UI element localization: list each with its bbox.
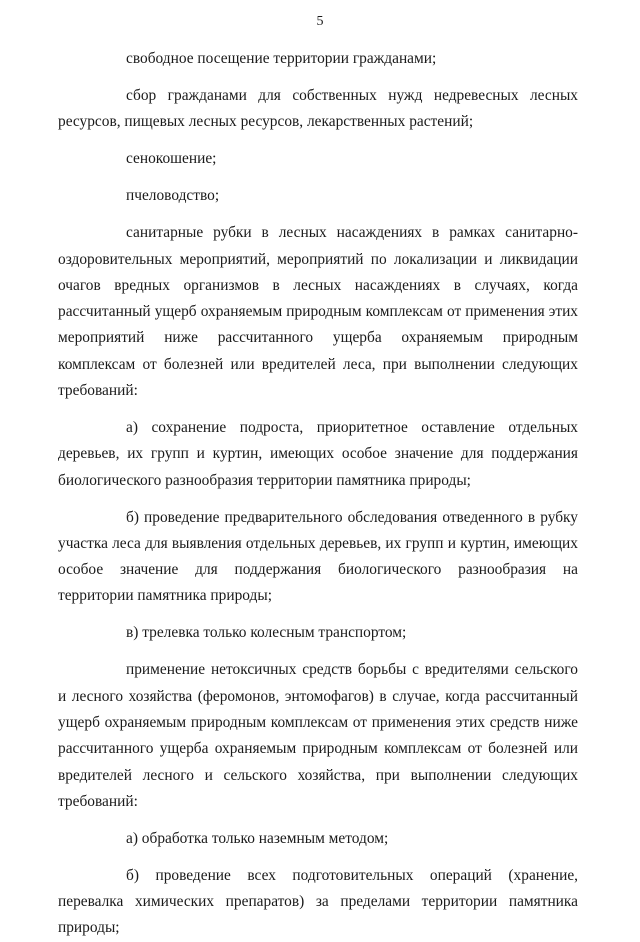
paragraph-haymaking: сенокошение; [126,150,217,168]
paragraph-beekeeping: пчеловодство; [126,187,220,205]
paragraph-pest-control: применение нетоксичных средств борьбы с вредителями сельского и лесного хозяйства (феромонов, энтомофагов) в случае, когда рассчитанный ущерб охраняемым природным комплексам от применения этих средств ниже рассчитанного ущерба охраняемым природным комплексам от болезней или вредителей лесного и сельского хозяйства, при выполнении следующих требований: [58,661,578,810]
paragraph-requirement-b-preparation: б) проведение всех подготовительных операций (хранение, перевалка химических препаратов) за пределами территории памятника природы; [58,866,578,937]
paragraph-requirement-c-skidding: в) трелевка только колесным транспортом; [126,624,407,642]
paragraph-gathering: сбор гражданами для собственных нужд недревесных лесных ресурсов, пищевых лесных ресурсов, лекарственных растений; [58,86,578,131]
page-number: 5 [316,14,324,29]
document-body [58,46,578,942]
paragraph-sanitary-felling: санитарные рубки в лесных насаждениях в рамках санитарно-оздоровительных мероприятий, мероприятий по локализации и ликвидации очагов вредных организмов в лесных насаждениях в случаях, когда рассчитанный ущерб охраняемым природным комплексам от применения этих мероприятий ниже рассчитанного ущерба охраняемым природным комплексам от болезней или вредителей леса, при выполнении следующих требований: [58,224,578,400]
paragraph-requirement-a-undergrowth: а) сохранение подроста, приоритетное оставление отдельных деревьев, их групп и куртин, имеющих особое значение для поддержания биологического разнообразия территории памятника природы; [58,419,578,489]
paragraph-requirement-a-ground-method: а) обработка только наземным методом; [126,829,389,847]
paragraph-free-visit: свободное посещение территории гражданами; [126,50,437,67]
paragraph-requirement-b-survey: б) проведение предварительного обследования отведенного в рубку участка леса для выявления отдельных деревьев, их групп и куртин, имеющих особое значение для поддержания биологического разнообразия на территории памятника природы; [58,508,578,605]
